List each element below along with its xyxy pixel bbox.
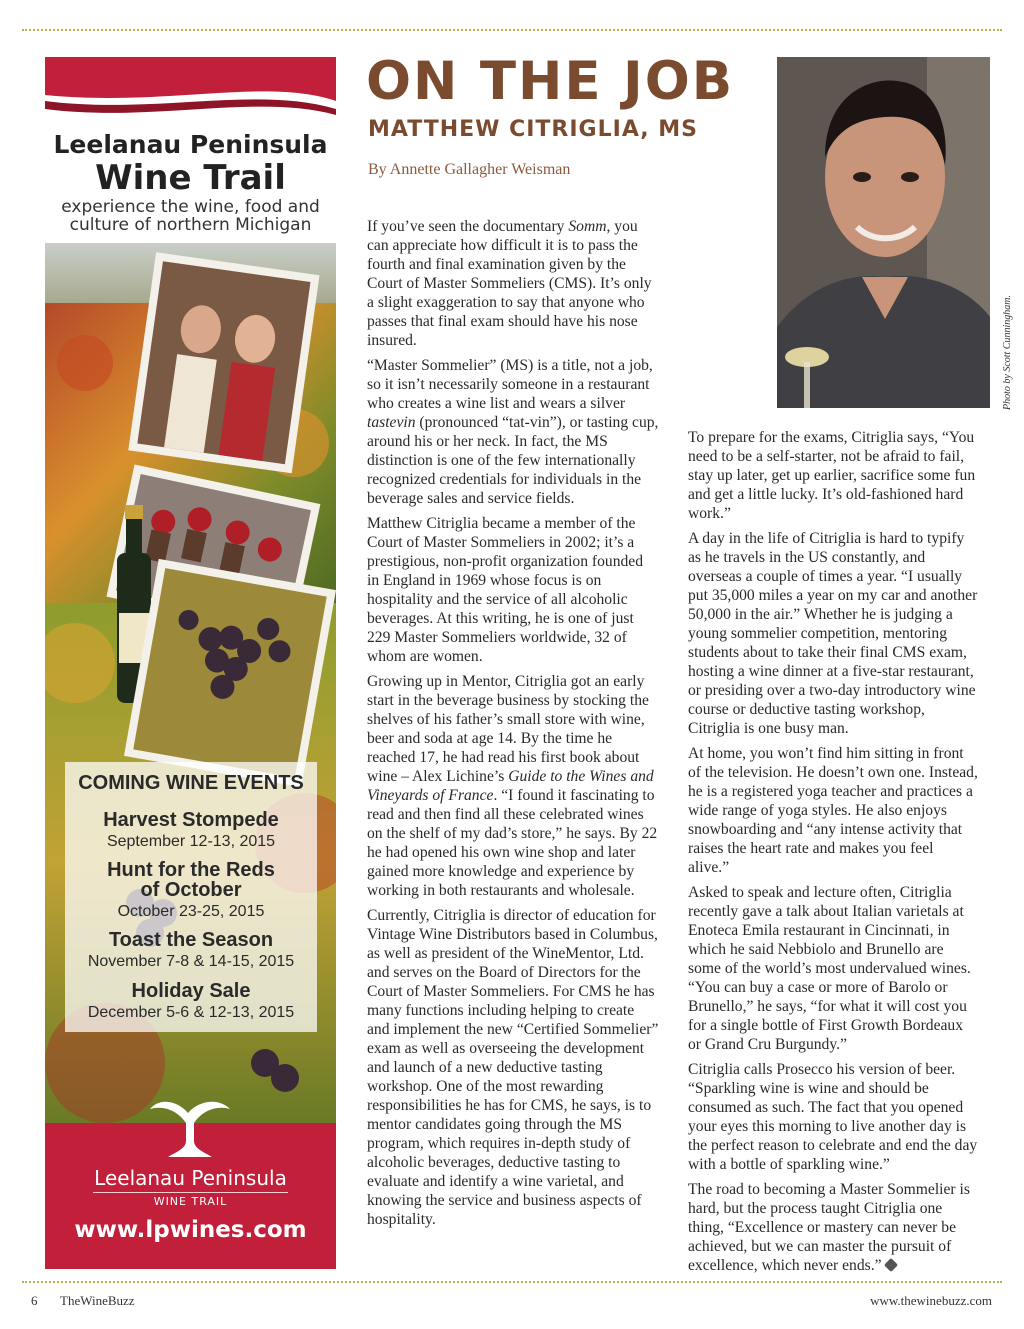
ad-brand-line2: Wine Trail — [95, 158, 286, 198]
end-mark-icon — [883, 1258, 897, 1272]
event-date: December 5-6 & 12-13, 2015 — [87, 1004, 295, 1021]
event-name: Toast the Season — [108, 929, 274, 951]
ad-logo-rule — [93, 1192, 288, 1193]
paragraph: Currently, Citriglia is director of education for Vintage Wine Distributors based in Columbus, as well as president of the WineMentor, Ltd. and serves on the Board of Directors for the Court of Master Sommeliers. For CMS he has many functions including helping to create and implement the new “Certified Sommelier” exam as well as overseeing the development and launch of a new deductive tasting workshop. One of the most rewarding responsibilities he has for CMS, he says, is to mentor candidates going through the MS program, which requires in-depth study of alcoholic beverages, deductive tasting to evaluate and identify a wine varietal, and knowing the service and business aspects of hospitality. — [367, 907, 659, 1228]
page-number: 6 — [31, 1293, 38, 1308]
event-date: October 23-25, 2015 — [117, 903, 265, 920]
paragraph: Asked to speak and lecture often, Citriglia recently gave a talk about Italian varietals at Enoteca Emila restaurant in Cincinnati, in which he said Nebbiolo and Brunello are some of the world’s most undervalued wines. “You can buy a case or more of Barolo or Brunello,” he says, “for what it will cost you for a single bottle of First Growth Bordeaux or Grand Cru Burgundy.” — [688, 884, 971, 1053]
article-subhead: MATTHEW CITRIGLIA, MS — [368, 117, 699, 142]
event-name-line2: of October — [140, 879, 242, 901]
ad-logo-sub: WINE TRAIL — [153, 1195, 228, 1208]
paragraph: Growing up in Mentor, Citriglia got an early start in the beverage business by stocking the shelves of his father’s small store with wine, beer and soda at age 14. By the time he reached 17, he had read his first book about wine – Alex Lichine’s Guide to the Wines and Vineyards of France. “I found it fascinating to read and then find all these celebrated wines on the shelf of my dad’s store,” he says. By 22 he had opened his own wine shop and later gained more knowledge and experience by working in both restaurants and wholesale. — [367, 673, 658, 899]
ad-tagline-line1: experience the wine, food and — [61, 197, 320, 217]
paragraph: A day in the life of Citriglia is hard to typify as he travels in the US constantly, and overseas a couple of times a year. “I usually put 35,000 miles a year on my car and another 50,000 in the air.” Whether he is judging a young sommelier competition, mentoring students about to take their final CMS exam, hosting a wine dinner at a five-star restaurant, or presiding over a two-day introductory wine course or deductive tasting workshop, Citriglia is one busy man. — [688, 530, 978, 737]
paragraph: To prepare for the exams, Citriglia says, “You need to be a self-starter, not be afraid to fail, stay up later, get up earlier, sacrifice some fun and get a little lucky. It’s old-fashioned hard work.” — [688, 429, 976, 522]
paragraph: Matthew Citriglia became a member of the Court of Master Sommeliers in 2002; it’s a prestigious, non-profit organization founded in England in 1969 whose focus is on hospitality and the service of all alcoholic beverages. At this writing, he is one of just 229 Master Sommeliers worldwide, 32 of whom are women. — [367, 515, 644, 665]
ad-header — [45, 57, 336, 243]
portrait-photo — [777, 57, 990, 408]
bottom-dotted-rule — [22, 1281, 1002, 1283]
event-date: September 12-13, 2015 — [106, 833, 276, 850]
paragraph: Citriglia calls Prosecco his version of beer. “Sparkling wine is wine and should be consumed as such. The fact that you opened your eyes this morning to live another day is the perfect reason to celebrate and end the day with a bottle of sparkling wine.” — [688, 1061, 978, 1173]
article-headline: ON THE JOB — [366, 51, 735, 112]
paragraph: “Master Sommelier” (MS) is a title, not a job, so it isn’t necessarily someone in a restaurant who creates a wine list and wears a silver tastevin (pronounced “tat-vin”), or tasting cup, around his or her neck. In fact, the MS distinction is one of the few internationally recognized credentials for individuals in the beverage sales and service fields. — [367, 357, 659, 507]
event-name: Harvest Stompede — [103, 809, 279, 831]
events-heading: COMING WINE EVENTS — [78, 772, 304, 794]
event-name: Hunt for the Reds — [107, 859, 275, 881]
article-column-1 — [367, 217, 659, 1235]
ad-logo-name: Leelanau Peninsula — [94, 1166, 287, 1190]
wine-trail-ad[interactable] — [45, 57, 336, 1269]
event-date: November 7-8 & 14-15, 2015 — [87, 953, 295, 970]
red-swoosh-graphic — [45, 57, 336, 127]
ad-tagline-line2: culture of northern Michigan — [69, 215, 312, 235]
ad-url-link[interactable]: www.lpwines.com — [74, 1217, 307, 1243]
paragraph: If you’ve seen the documentary Somm, you can appreciate how difficult it is to pass the fourth and final examination given by the Court of Master Sommeliers (CMS). It’s only a slight exaggeration to say that anyone who passes that final exam should have his nose insured. — [367, 218, 652, 349]
article-byline: By Annette Gallagher Weisman — [368, 161, 571, 178]
publication-name: TheWineBuzz — [60, 1293, 135, 1308]
paragraph: The road to becoming a Master Sommelier is hard, but the process taught Citriglia one thing, “Excellence or mastery can never be achieved, but we can master the pursuit of excellence, which never ends.” — [688, 1181, 970, 1274]
wine-glass-logo-icon — [140, 1097, 240, 1163]
ad-brand-line1: Leelanau Peninsula — [53, 130, 328, 159]
coming-events-box — [65, 762, 317, 1032]
photo-credit: Photo by Scott Cunningham. — [1002, 295, 1013, 410]
event-name: Holiday Sale — [131, 980, 251, 1002]
footer-url-link[interactable]: www.thewinebuzz.com — [870, 1293, 992, 1308]
article-column-2 — [688, 428, 978, 1281]
top-dotted-rule — [22, 29, 1002, 31]
paragraph: At home, you won’t find him sitting in front of the television. He doesn’t own one. Instead, he is a registered yoga teacher and practices a wide range of yoga styles. He also enjoys snowboarding and “any intense activity that raises the heart rate and makes you feel alive.” — [688, 745, 978, 876]
